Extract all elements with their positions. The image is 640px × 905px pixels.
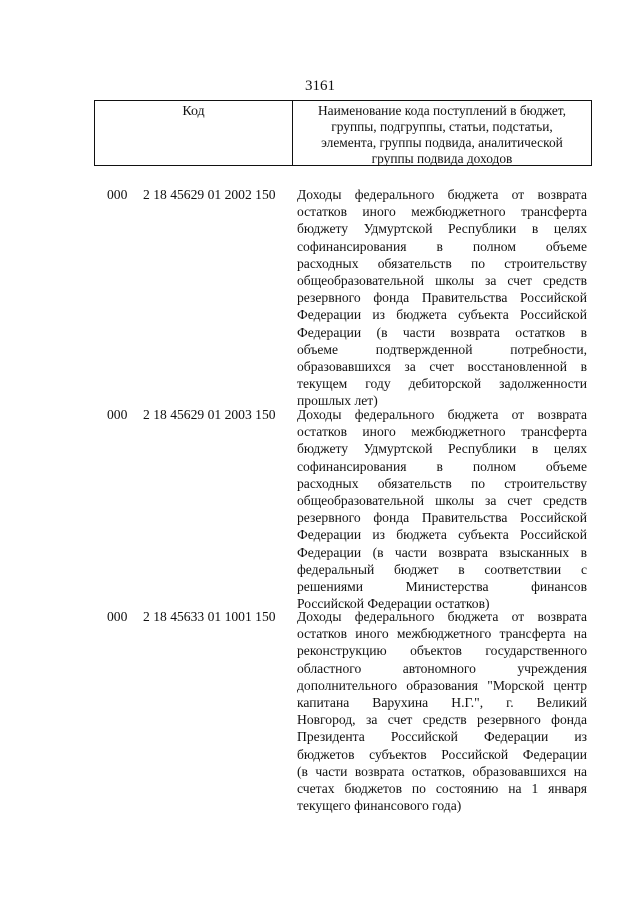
- description-line: федеральный бюджет в соответствии с: [297, 561, 587, 577]
- revenue-description: [297, 608, 587, 814]
- description-line: текущем году дебиторской задолженности: [297, 376, 587, 392]
- description-line: бюджетов субъектов Российской Федерации: [297, 746, 587, 762]
- admin-code: 000: [107, 187, 128, 202]
- description-line: счетах бюджетов по состоянию на 1 января: [297, 781, 587, 797]
- description-line: резервного фонда Правительства Российской: [297, 510, 587, 526]
- description-line: решениями Министерства финансов: [297, 579, 587, 595]
- description-line: остатков иного межбюджетного трансферта: [297, 424, 587, 440]
- description-line: текущего финансового года): [297, 798, 462, 814]
- revenue-description: [297, 186, 587, 410]
- description-line: софинансирования в полном объеме: [297, 458, 587, 474]
- description-line: расходных обязательств по строительству: [297, 475, 587, 491]
- revenue-code: 2 18 45629 01 2003 150: [143, 407, 276, 422]
- description-line: дополнительного образования "Морской центр: [297, 677, 587, 693]
- description-line: резервного фонда Правительства Российской: [297, 290, 587, 306]
- description-line: общеобразовательной школы за счет средств: [297, 273, 587, 289]
- description-line: прошлых лет): [297, 393, 378, 409]
- description-line: капитана Варухина Н.Г.", г. Великий: [297, 695, 587, 711]
- description-line: софинансирования в полном объеме: [297, 238, 587, 254]
- revenue-code: 2 18 45633 01 1001 150: [143, 609, 276, 624]
- description-line: Новгород, за счет средств резервного фонда: [297, 712, 587, 728]
- description-line: Президента Российской Федерации из: [297, 729, 587, 745]
- description-line: Федерации (в части возврата остатков в: [297, 324, 587, 340]
- header-name-line: группы подвида доходов: [371, 151, 513, 166]
- description-line: расходных обязательств по строительству: [297, 255, 587, 271]
- description-line: реконструкцию объектов государственного: [297, 643, 587, 659]
- page-number: 3161: [305, 78, 335, 94]
- table-header: [94, 100, 592, 166]
- admin-code: 000: [107, 609, 128, 624]
- description-line: Федерации из бюджета субъекта Российской: [297, 527, 587, 543]
- description-line: объеме подтвержденной потребности,: [297, 341, 587, 357]
- description-line: бюджету Удмуртской Республики в целях: [297, 441, 587, 457]
- description-line: (в части возврата остатков, образовавшихся на: [297, 763, 587, 779]
- description-line: общеобразовательной школы за счет средств: [297, 493, 587, 509]
- revenue-code: 2 18 45629 01 2002 150: [143, 187, 276, 202]
- description-line: остатков иного межбюджетного трансферта: [297, 204, 587, 220]
- description-line: образовавшихся за счет восстановленной в: [297, 359, 587, 375]
- admin-code: 000: [107, 407, 128, 422]
- description-line: Российской Федерации остатков): [297, 596, 490, 612]
- description-line: Доходы федерального бюджета от возврата: [297, 187, 587, 202]
- description-line: Федерации из бюджета субъекта Российской: [297, 307, 587, 323]
- header-code-label: Код: [95, 101, 293, 165]
- header-name-line: группы, подгруппы, статьи, подстатьи,: [331, 119, 553, 134]
- description-line: остатков иного межбюджетного трансферта на: [297, 626, 587, 642]
- description-line: областного автономного учреждения: [297, 660, 587, 676]
- header-name-line: Наименование кода поступлений в бюджет,: [318, 103, 566, 118]
- revenue-description: [297, 406, 587, 612]
- description-line: Федерации (в части возврата взысканных в: [297, 544, 587, 560]
- description-line: бюджету Удмуртской Республики в целях: [297, 221, 587, 237]
- header-name-label: [293, 101, 591, 165]
- header-name-line: элемента, группы подвида, аналитической: [321, 135, 563, 150]
- description-line: Доходы федерального бюджета от возврата: [297, 407, 587, 422]
- description-line: Доходы федерального бюджета от возврата: [297, 609, 587, 624]
